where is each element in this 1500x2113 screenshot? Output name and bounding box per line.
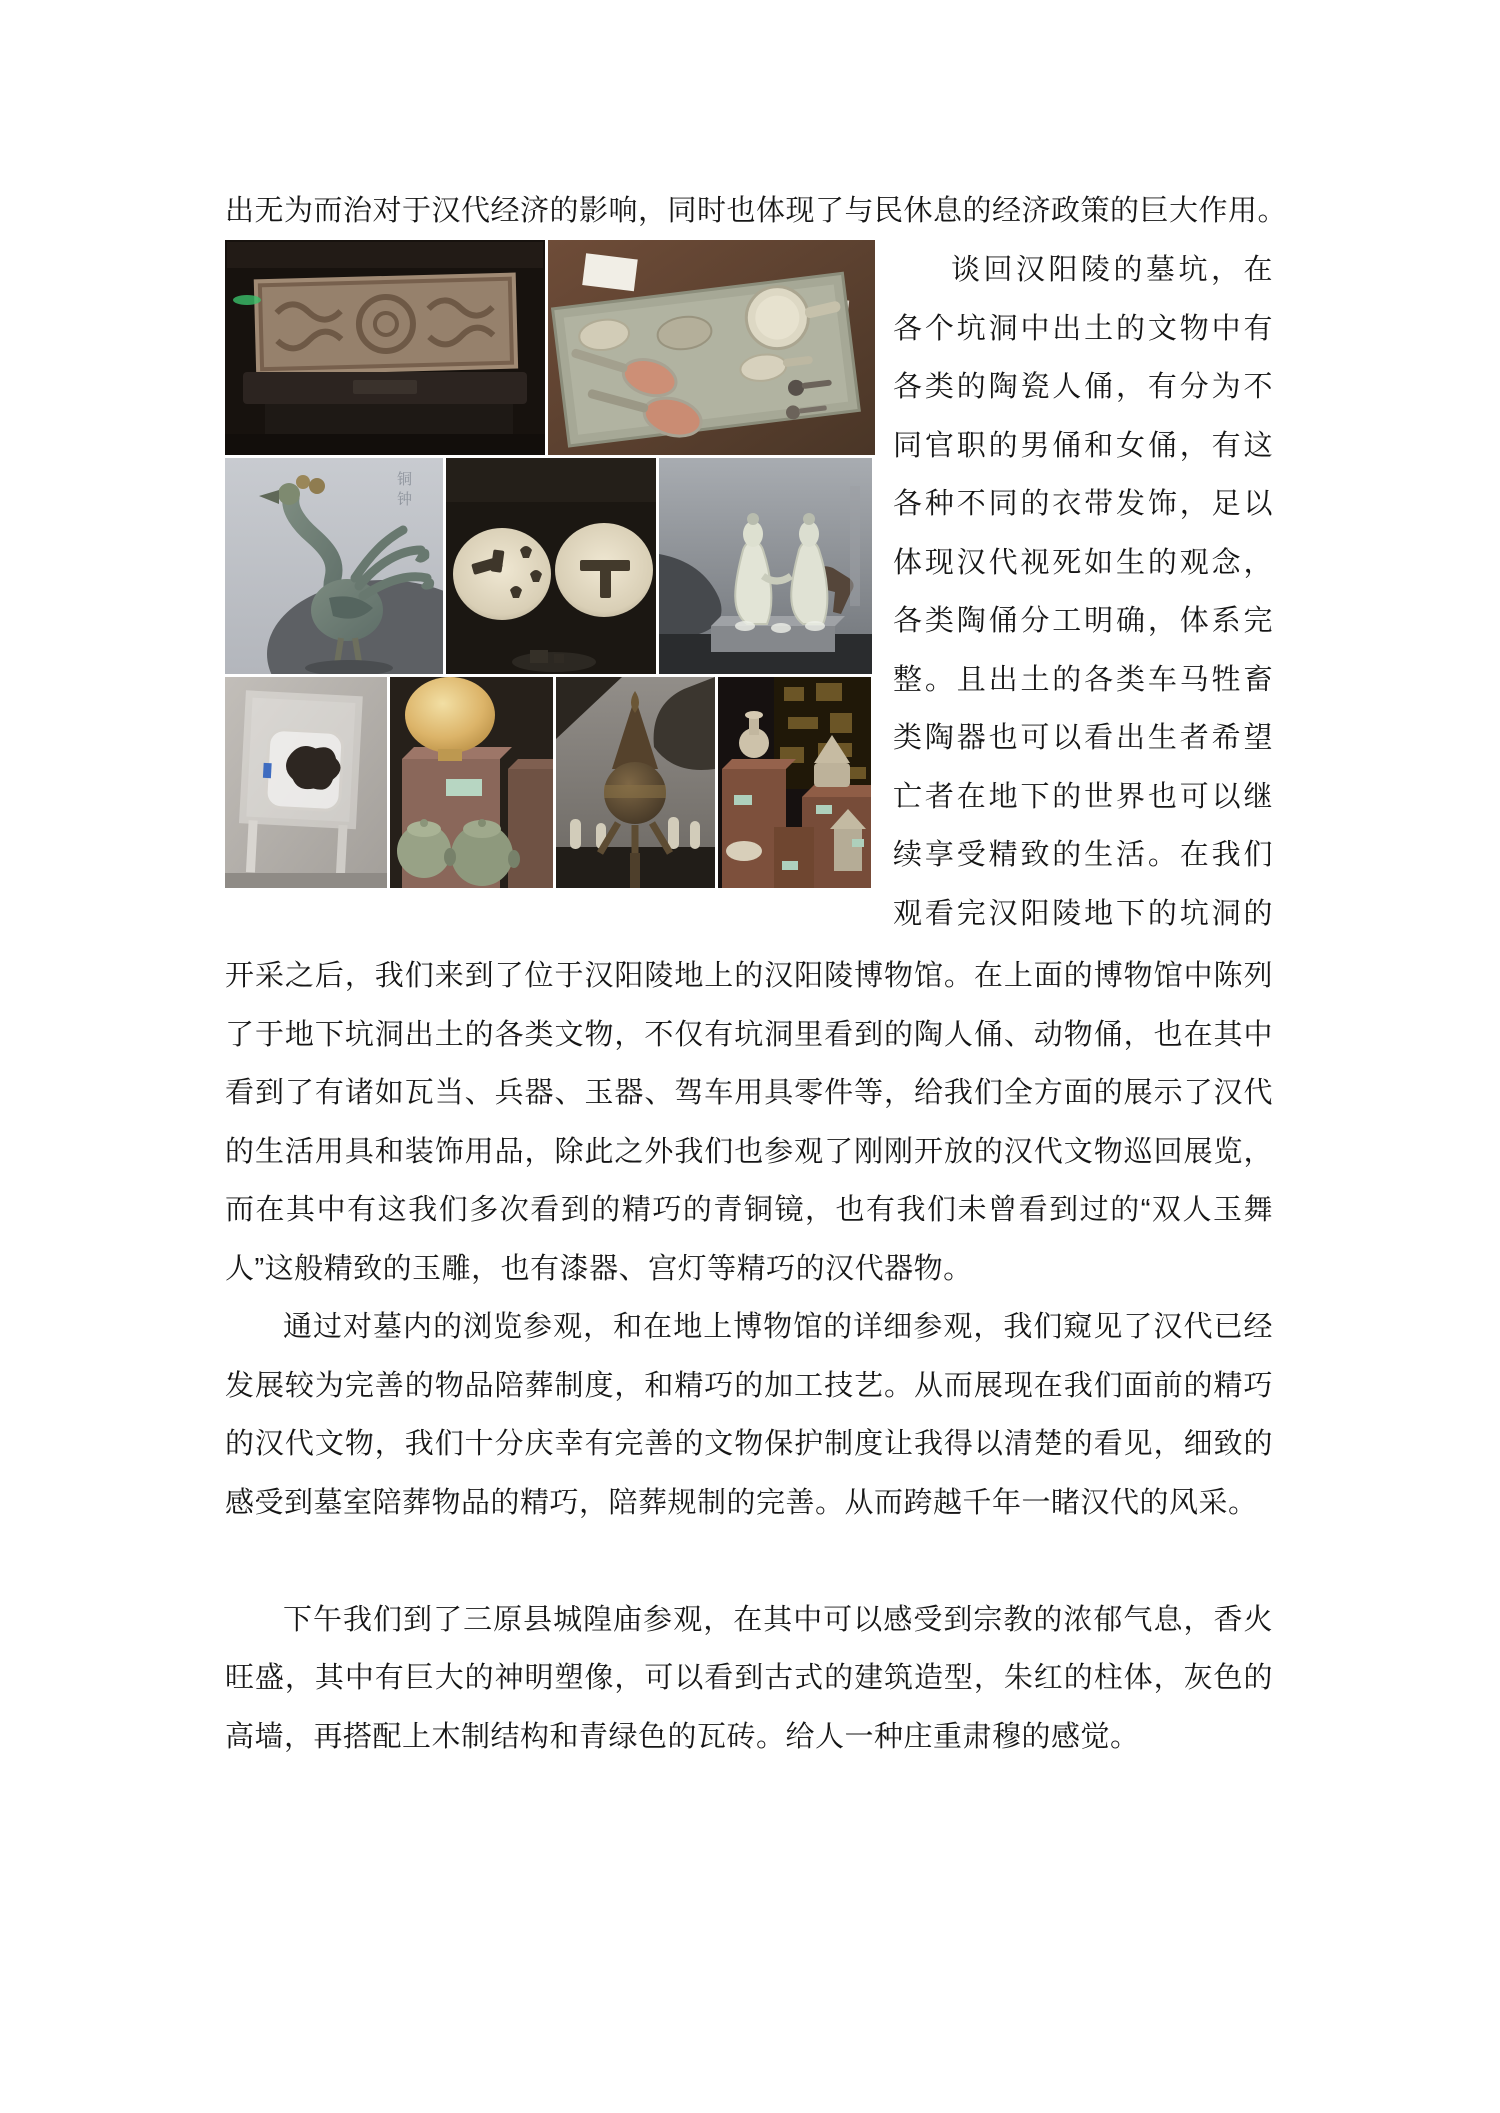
paragraph-line: 同官职的男俑和女俑，有这 bbox=[893, 429, 1273, 462]
photo-pottery-jars bbox=[718, 677, 871, 888]
photo-pottery-jars-graphic bbox=[718, 677, 871, 888]
paragraph-line: 了于地下坑洞出土的各类文物，不仅有坑洞里看到的陶人俑、动物俑，也在其中 bbox=[225, 1018, 1273, 1051]
body-text bbox=[225, 947, 1273, 1766]
paragraph-line: 续享受精致的生活。在我们 bbox=[893, 839, 1273, 871]
paragraph-line: 各类陶俑分工明确，体系完 bbox=[893, 605, 1273, 637]
photo-display-case bbox=[225, 677, 387, 888]
paragraph-line: 高墙，再搭配上木制结构和青绿色的瓦砖。给人一种庄重肃穆的感觉。 bbox=[225, 1720, 1140, 1753]
paragraph-line: 发展较为完善的物品陪葬制度，和精巧的加工技艺。从而展现在我们面前的精巧 bbox=[225, 1369, 1273, 1402]
paragraph-line: 下午我们到了三原县城隍庙参观，在其中可以感受到宗教的浓郁气息，香火 bbox=[283, 1603, 1273, 1636]
photo-bronze-censer bbox=[556, 677, 715, 888]
photo-pottery-tray bbox=[548, 240, 875, 455]
paragraph-line: 亡者在地下的世界也可以继 bbox=[893, 780, 1273, 813]
photo-stone-carving-graphic bbox=[225, 240, 545, 455]
paragraph-line: 谈回汉阳陵的墓坑，在 bbox=[951, 254, 1273, 286]
photo-jade-dancers-graphic bbox=[659, 458, 872, 674]
wrapped-text-column bbox=[893, 241, 1273, 943]
svg-text:钟: 钟 bbox=[397, 491, 413, 508]
paragraph-line: 体现汉代视死如生的观念， bbox=[893, 546, 1273, 579]
photo-yellow-jar-graphic bbox=[390, 677, 553, 888]
photo-pottery-tray-graphic bbox=[548, 240, 875, 455]
paragraph-line: 开采之后，我们来到了位于汉阳陵地上的汉阳陵博物馆。在上面的博物馆中陈列 bbox=[225, 960, 1273, 992]
paragraph-line: 整。且出土的各类车马牲畜 bbox=[893, 663, 1273, 696]
paragraph-line: 通过对墓内的浏览参观，和在地上博物馆的详细参观，我们窥见了汉代已经 bbox=[283, 1311, 1273, 1343]
paragraph-line: 出无为而治对于汉代经济的影响，同时也体现了与民休息的经济政策的巨大作用。 bbox=[225, 195, 1288, 227]
paragraph-line: 的汉代文物，我们十分庆幸有完善的文物保护制度让我得以清楚的看见，细致的 bbox=[225, 1428, 1273, 1460]
phoenix-label-text: 铜 bbox=[397, 471, 413, 488]
paragraph-line: 感受到墓室陪葬物品的精巧，陪葬规制的完善。从而跨越千年一睹汉代的风采。 bbox=[225, 1486, 1258, 1519]
photo-bronze-phoenix-graphic bbox=[225, 458, 443, 674]
blank-line bbox=[225, 1532, 1273, 1591]
photo-jade-dancers bbox=[659, 458, 872, 674]
artifact-photo-collage bbox=[225, 240, 875, 888]
paragraph-line: 而在其中有这我们多次看到的精巧的青铜镜，也有我们未曾看到过的“双人玉舞 bbox=[225, 1194, 1273, 1226]
paragraph-line: 看到了有诸如瓦当、兵器、玉器、驾车用具零件等，给我们全方面的展示了汉代 bbox=[225, 1077, 1273, 1109]
paragraph-line: 各种不同的衣带发饰，足以 bbox=[893, 488, 1273, 520]
photo-stone-carving bbox=[225, 240, 545, 455]
paragraph-line: 人”这般精致的玉雕，也有漆器、宫灯等精巧的汉代器物。 bbox=[225, 1252, 973, 1285]
paragraph-line: 的生活用具和装饰用品，除此之外我们也参观了刚刚开放的汉代文物巡回展览， bbox=[225, 1135, 1273, 1168]
photo-bronze-censer-graphic bbox=[556, 677, 715, 888]
photo-crossbow-triggers-graphic bbox=[446, 458, 656, 674]
photo-yellow-jar bbox=[390, 677, 553, 888]
photo-display-case-graphic bbox=[225, 677, 387, 888]
paragraph-line: 各个坑洞中出土的文物中有 bbox=[893, 312, 1273, 345]
paragraph-line: 旺盛，其中有巨大的神明塑像，可以看到古式的建筑造型，朱红的柱体，灰色的 bbox=[225, 1662, 1273, 1694]
paragraph-line: 观看完汉阳陵地下的坑洞的 bbox=[893, 897, 1273, 930]
photo-bronze-phoenix bbox=[225, 458, 443, 674]
photo-crossbow-triggers bbox=[446, 458, 656, 674]
paragraph-line: 各类的陶瓷人俑，有分为不 bbox=[893, 371, 1273, 403]
paragraph-line: 类陶器也可以看出生者希望 bbox=[893, 722, 1273, 754]
